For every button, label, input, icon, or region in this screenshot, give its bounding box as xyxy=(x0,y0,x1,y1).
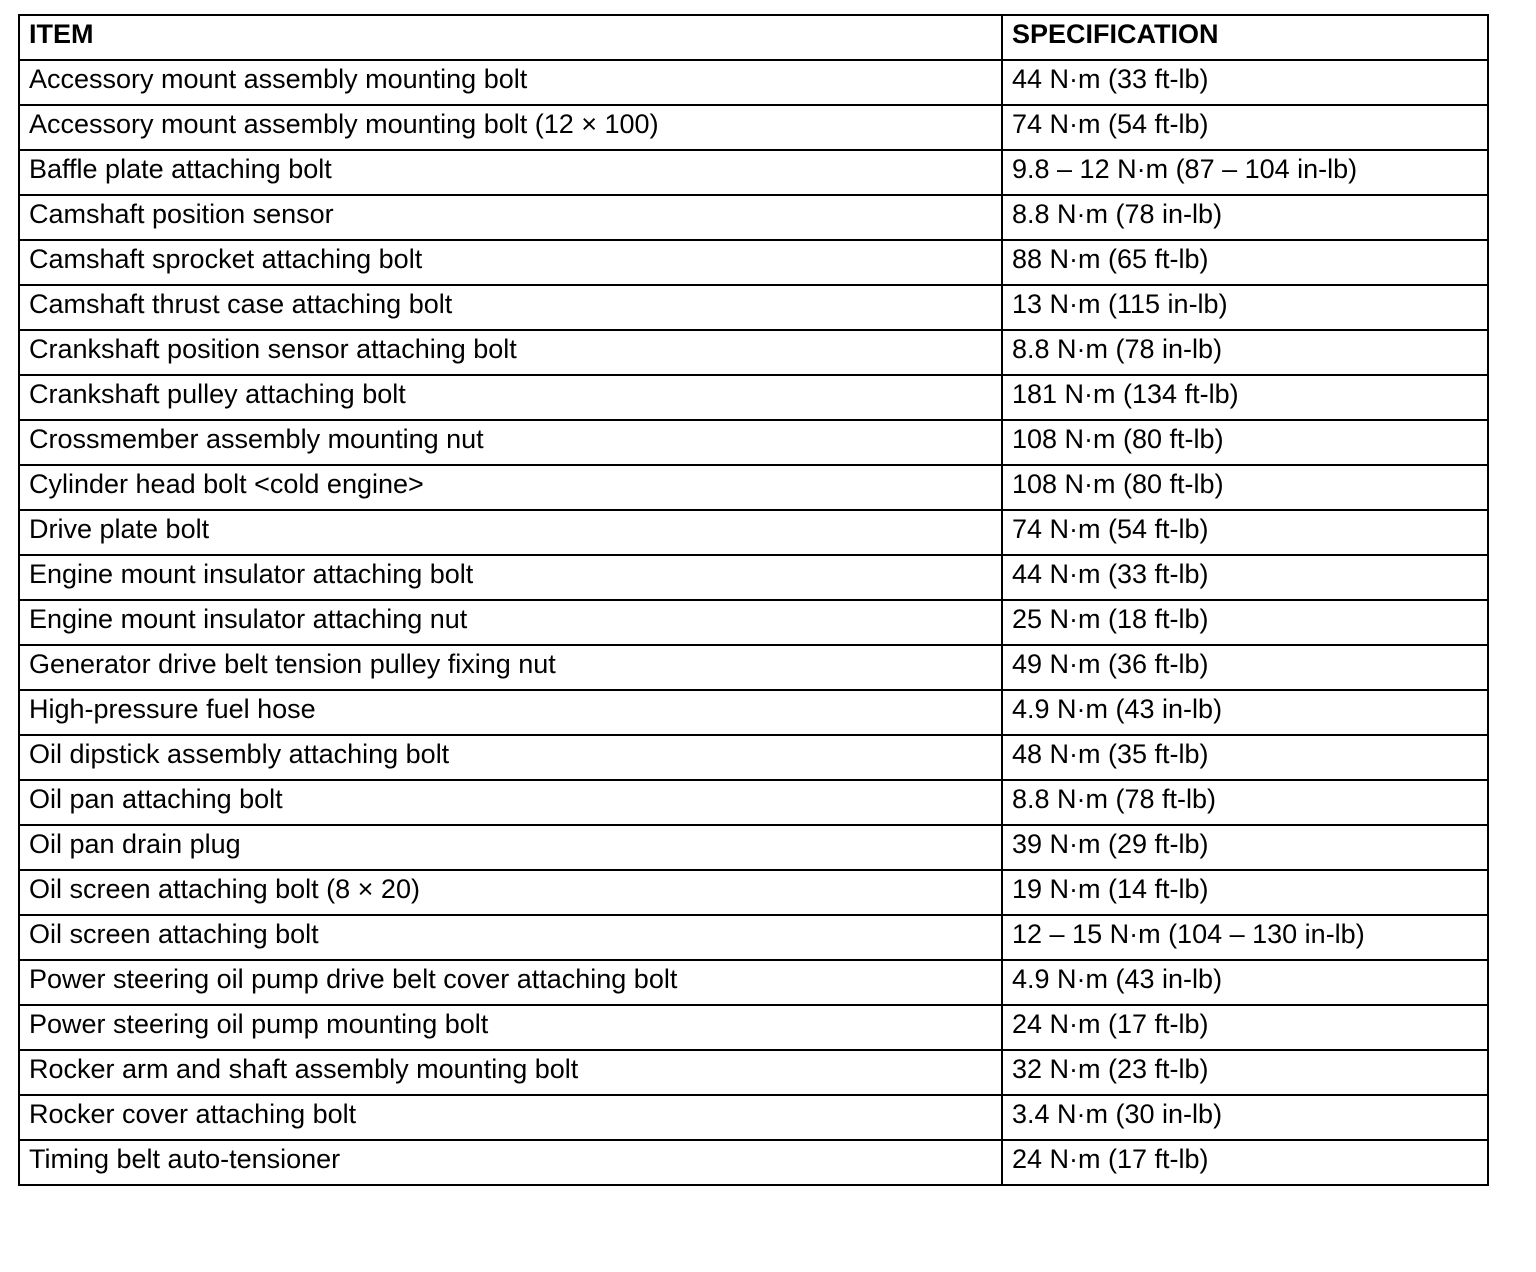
table-row xyxy=(19,555,1488,600)
header-item: ITEM xyxy=(19,15,1002,60)
specification-cell: 181 N·m (134 ft-lb) xyxy=(1002,375,1488,420)
item-cell: Drive plate bolt xyxy=(19,510,1002,555)
item-cell: High-pressure fuel hose xyxy=(19,690,1002,735)
item-cell: Cylinder head bolt <cold engine> xyxy=(19,465,1002,510)
item-cell: Oil dipstick assembly attaching bolt xyxy=(19,735,1002,780)
specification-cell: 49 N·m (36 ft-lb) xyxy=(1002,645,1488,690)
item-cell: Power steering oil pump drive belt cover attaching bolt xyxy=(19,960,1002,1005)
header-row xyxy=(19,15,1488,60)
item-cell: Camshaft position sensor xyxy=(19,195,1002,240)
table-row xyxy=(19,1005,1488,1050)
item-cell: Crankshaft pulley attaching bolt xyxy=(19,375,1002,420)
specification-cell: 19 N·m (14 ft-lb) xyxy=(1002,870,1488,915)
specification-cell: 74 N·m (54 ft-lb) xyxy=(1002,510,1488,555)
item-cell: Crankshaft position sensor attaching bolt xyxy=(19,330,1002,375)
item-cell: Rocker arm and shaft assembly mounting bolt xyxy=(19,1050,1002,1095)
item-cell: Oil screen attaching bolt (8 × 20) xyxy=(19,870,1002,915)
table-row xyxy=(19,195,1488,240)
item-cell: Accessory mount assembly mounting bolt xyxy=(19,60,1002,105)
table-row xyxy=(19,690,1488,735)
item-cell: Camshaft sprocket attaching bolt xyxy=(19,240,1002,285)
table-row xyxy=(19,915,1488,960)
item-cell: Engine mount insulator attaching nut xyxy=(19,600,1002,645)
table-row xyxy=(19,735,1488,780)
table-row xyxy=(19,510,1488,555)
item-cell: Oil pan attaching bolt xyxy=(19,780,1002,825)
table-row xyxy=(19,1095,1488,1140)
table-row xyxy=(19,600,1488,645)
item-cell: Camshaft thrust case attaching bolt xyxy=(19,285,1002,330)
specification-cell: 4.9 N·m (43 in-lb) xyxy=(1002,960,1488,1005)
table-row xyxy=(19,645,1488,690)
item-cell: Engine mount insulator attaching bolt xyxy=(19,555,1002,600)
specification-cell: 24 N·m (17 ft-lb) xyxy=(1002,1140,1488,1185)
table-row xyxy=(19,105,1488,150)
item-cell: Timing belt auto-tensioner xyxy=(19,1140,1002,1185)
item-cell: Oil pan drain plug xyxy=(19,825,1002,870)
item-cell: Rocker cover attaching bolt xyxy=(19,1095,1002,1140)
table-row xyxy=(19,780,1488,825)
torque-spec-table xyxy=(18,14,1489,1186)
specification-cell: 74 N·m (54 ft-lb) xyxy=(1002,105,1488,150)
item-cell: Crossmember assembly mounting nut xyxy=(19,420,1002,465)
table-row xyxy=(19,870,1488,915)
specification-cell: 24 N·m (17 ft-lb) xyxy=(1002,1005,1488,1050)
table-row xyxy=(19,1050,1488,1095)
table-body xyxy=(19,60,1488,1185)
specification-cell: 39 N·m (29 ft-lb) xyxy=(1002,825,1488,870)
specification-cell: 108 N·m (80 ft-lb) xyxy=(1002,465,1488,510)
specification-cell: 108 N·m (80 ft-lb) xyxy=(1002,420,1488,465)
specification-cell: 8.8 N·m (78 in-lb) xyxy=(1002,195,1488,240)
table-row xyxy=(19,1140,1488,1185)
item-cell: Accessory mount assembly mounting bolt (12 × 100) xyxy=(19,105,1002,150)
specification-cell: 8.8 N·m (78 in-lb) xyxy=(1002,330,1488,375)
specification-cell: 32 N·m (23 ft-lb) xyxy=(1002,1050,1488,1095)
header-specification: SPECIFICATION xyxy=(1002,15,1488,60)
table-row xyxy=(19,465,1488,510)
item-cell: Power steering oil pump mounting bolt xyxy=(19,1005,1002,1050)
specification-cell: 8.8 N·m (78 ft-lb) xyxy=(1002,780,1488,825)
specification-cell: 25 N·m (18 ft-lb) xyxy=(1002,600,1488,645)
specification-cell: 44 N·m (33 ft-lb) xyxy=(1002,60,1488,105)
table-row xyxy=(19,150,1488,195)
specification-cell: 3.4 N·m (30 in-lb) xyxy=(1002,1095,1488,1140)
specification-cell: 44 N·m (33 ft-lb) xyxy=(1002,555,1488,600)
table-row xyxy=(19,285,1488,330)
item-cell: Oil screen attaching bolt xyxy=(19,915,1002,960)
table-row xyxy=(19,825,1488,870)
specification-cell: 4.9 N·m (43 in-lb) xyxy=(1002,690,1488,735)
specification-cell: 88 N·m (65 ft-lb) xyxy=(1002,240,1488,285)
specification-cell: 13 N·m (115 in-lb) xyxy=(1002,285,1488,330)
item-cell: Generator drive belt tension pulley fixing nut xyxy=(19,645,1002,690)
specification-cell: 48 N·m (35 ft-lb) xyxy=(1002,735,1488,780)
specification-cell: 12 – 15 N·m (104 – 130 in-lb) xyxy=(1002,915,1488,960)
table-row xyxy=(19,60,1488,105)
table-row xyxy=(19,330,1488,375)
table-row xyxy=(19,420,1488,465)
table-row xyxy=(19,240,1488,285)
specification-cell: 9.8 – 12 N·m (87 – 104 in-lb) xyxy=(1002,150,1488,195)
table-row xyxy=(19,960,1488,1005)
table-row xyxy=(19,375,1488,420)
item-cell: Baffle plate attaching bolt xyxy=(19,150,1002,195)
